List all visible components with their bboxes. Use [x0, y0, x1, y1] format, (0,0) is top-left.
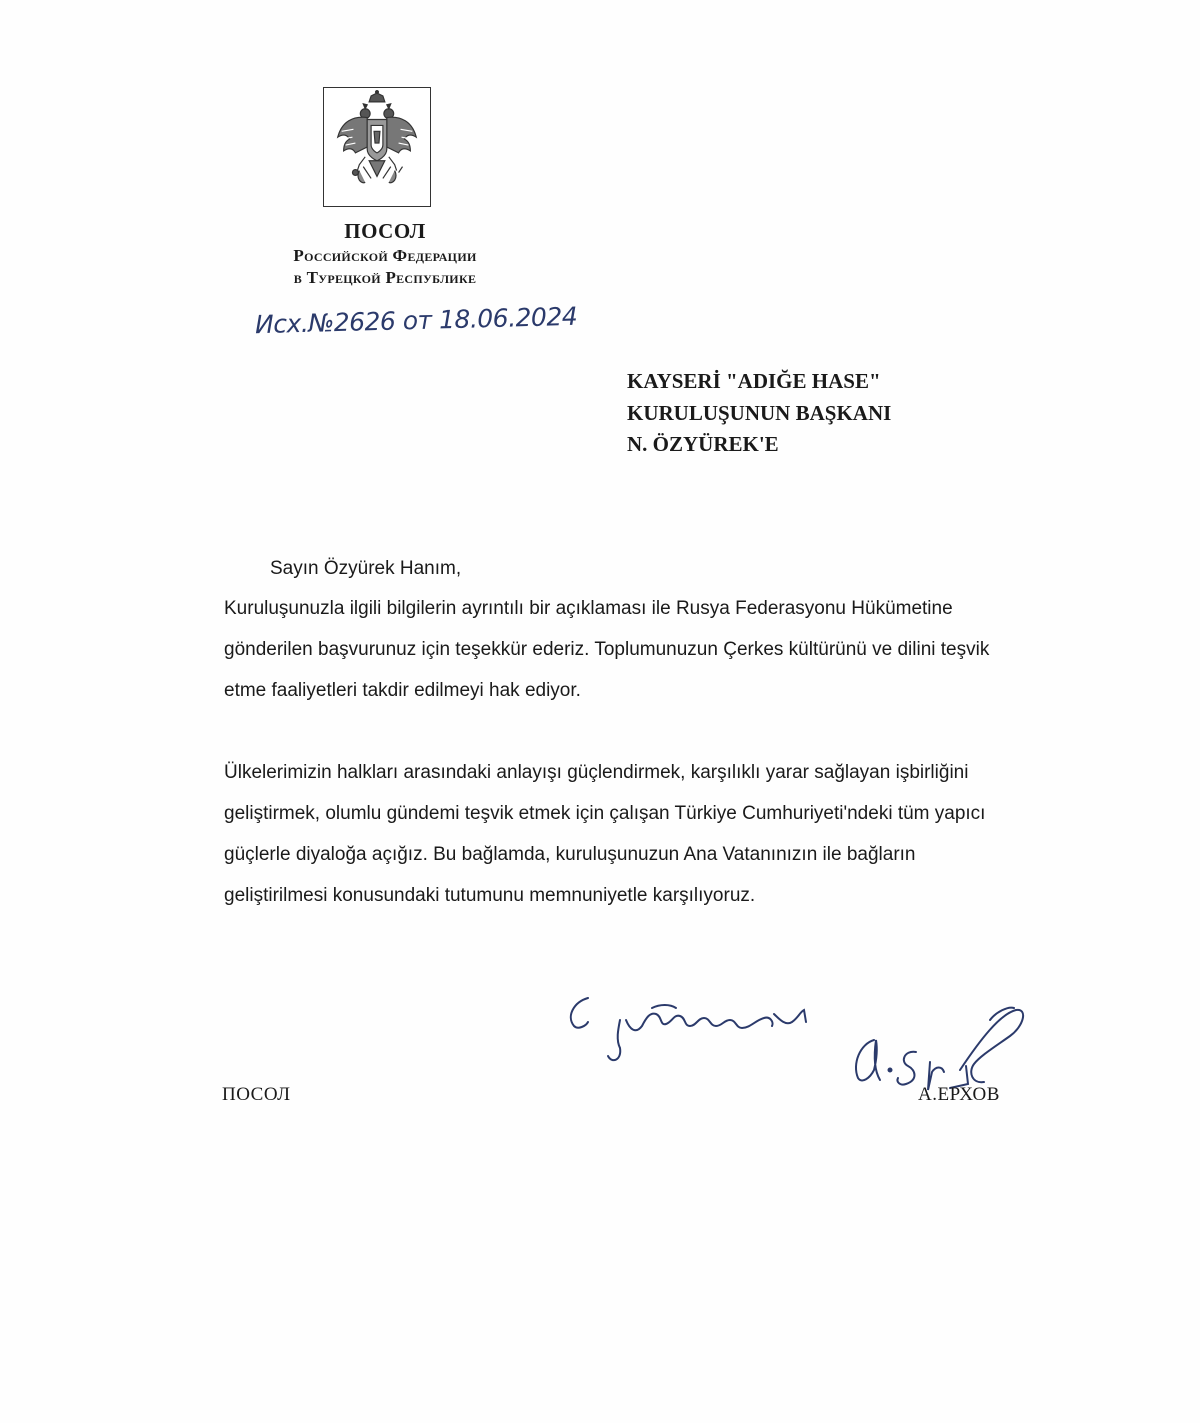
sender-block: [240, 218, 530, 288]
salutation: Sayın Özyürek Hanım,: [270, 558, 462, 579]
signatory-name: А.ЕРХОВ: [918, 1084, 1000, 1105]
recipient-line-2: KURULUŞUNUN BAŞKANI: [627, 400, 892, 425]
sender-line-3: в Турецкой Республике: [293, 267, 477, 287]
outgoing-number: Исх.№2626 от 18.06.2024: [254, 301, 578, 340]
sender-title: ПОСОЛ: [344, 219, 426, 243]
position-label: ПОСОЛ: [222, 1084, 291, 1105]
coat-of-arms-icon: [323, 87, 431, 207]
recipient-line-3: N. ÖZYÜREK'E: [627, 432, 779, 456]
handwritten-closing: [560, 990, 820, 1070]
body-paragraph-2: Ülkelerimizin halkları arasındaki anlayışı güçlendirmek, karşılıklı yarar sağlayan işbirliğini geliştirmek, olumlu gündemi teşvik etmek için çalışan Türkiye Cumhuriyeti'ndeki tüm yapıcı güçlerle diyaloğa açığız. Bu bağlamda, kuruluşunuzun Ana Vatanınızın ile bağların geliştirilmesi konusundaki tutumunu memnuniyetle karşılıyoruz.: [224, 762, 986, 906]
body-paragraph-1: Kuruluşunuzla ilgili bilgilerin ayrıntılı bir açıklaması ile Rusya Federasyonu Hükümetine gönderilen başvurunuz için teşekkür ederiz. Toplumunuzun Çerkes kültürünü ve dilini teşvik etme faaliyetleri takdir edilmeyi hak ediyor.: [224, 598, 990, 701]
sender-line-2: Российской Федерации: [293, 245, 477, 265]
recipient-line-1: KAYSERİ "ADIĞE HASE": [627, 369, 881, 393]
recipient-block: [627, 366, 891, 461]
